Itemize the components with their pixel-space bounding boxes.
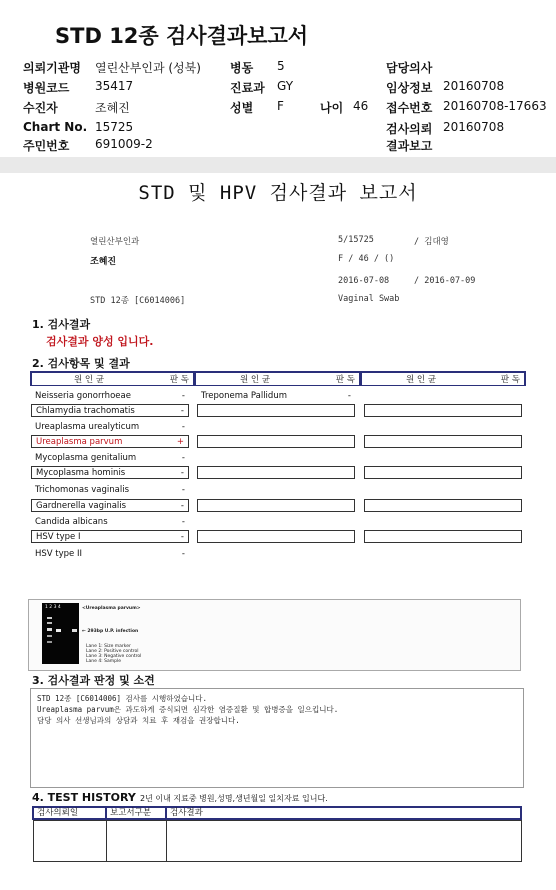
pathogen-name: Ureaplasma urealyticum (35, 421, 140, 432)
empty-cell (197, 466, 355, 479)
result-row (31, 547, 189, 560)
pathogen-result: - (181, 421, 185, 432)
empty-cell (364, 404, 522, 417)
result-column-label: 판 독 (500, 375, 520, 385)
gel-legend-4: Lane 4: Sample (86, 659, 121, 664)
remark-line: Ureaplasma parvum은 과도하게 증식되면 심각한 염증질환 및 합병증을 일으킵니다. (37, 705, 339, 714)
header-date-report: / 2016-07-09 (414, 276, 476, 286)
result-row (31, 466, 189, 479)
clinical-label: 임상정보 (386, 81, 433, 95)
header-specimen: Vaginal Swab (338, 294, 400, 304)
ward-value: 5 (277, 59, 285, 73)
report-title: STD 12종 검사결과보고서 (55, 24, 309, 48)
result-row (31, 499, 189, 512)
request-value: 20160708 (443, 120, 505, 134)
history-col-result: 검사결과 (167, 808, 520, 818)
history-note: 2년 이내 지료중 병원,성명,생년월일 일치자료 입니다. (140, 794, 328, 803)
resident-value: 691009-2 (95, 137, 153, 151)
result-row (197, 389, 355, 402)
pathogen-name: Neisseria gonorrhoeae (35, 390, 131, 401)
result-row (31, 389, 189, 402)
hospital-code-value: 35417 (95, 79, 134, 93)
pathogen-result: - (181, 452, 185, 463)
section2-title: 2. 검사항목 및 결과 (32, 357, 130, 370)
gel-legend-1: Lane 1: Size marker (86, 644, 131, 649)
examinee-label: 수진자 (23, 101, 58, 115)
pathogen-name: Mycoplasma hominis (36, 467, 126, 478)
header-doctor: / 김대영 (414, 237, 449, 247)
sex-value: F (277, 99, 284, 113)
page-divider (0, 157, 556, 173)
pathogen-name: Candida albicans (35, 516, 108, 527)
gel-title: <Ureaplasma parvum> (82, 606, 141, 611)
remark-line: STD 12종 [C6014006] 검사를 시행하였습니다. (37, 694, 208, 703)
history-col-request-date: 검사의뢰일 (34, 808, 105, 818)
chart-value: 15725 (95, 120, 134, 134)
empty-cell (364, 499, 522, 512)
positive-result-text: 검사결과 양성 입니다. (46, 335, 154, 348)
pathogen-column-label: 원 인 균 (74, 375, 105, 385)
ward-label: 병동 (230, 61, 254, 75)
sub-report-title: STD 및 HPV 검사결과 보고서 (138, 182, 418, 204)
gel-band-label: ← 293bp U.P. infection (82, 629, 139, 634)
result-column-label: 판 독 (169, 375, 189, 385)
clinical-value: 20160708 (443, 79, 505, 93)
col2-header (196, 373, 359, 385)
section3-title: 3. 검사결과 판정 및 소견 (32, 674, 155, 687)
pathogen-result: + (176, 436, 184, 447)
institution-label: 의뢰기관명 (23, 61, 81, 75)
examinee-value: 조혜진 (95, 101, 130, 115)
age-value: 46 (353, 99, 369, 113)
dept-label: 진료과 (230, 81, 265, 95)
receipt-label: 접수번호 (386, 101, 433, 115)
pathogen-column-label: 원 인 균 (240, 375, 271, 385)
pathogen-result: - (181, 390, 185, 401)
result-row (31, 420, 189, 433)
empty-cell (364, 466, 522, 479)
hospital-code-label: 병원코드 (23, 81, 70, 95)
section1-title: 1. 검사결과 (32, 318, 91, 331)
gel-lane-numbers: 1 2 3 4 (45, 605, 61, 610)
remarks-box (30, 688, 524, 788)
sex-label: 성별 (230, 101, 254, 115)
dept-value: GY (277, 79, 294, 93)
age-label: 나이 (320, 101, 344, 115)
pathogen-name: Gardnerella vaginalis (36, 500, 127, 511)
remark-line: 담당 의사 선생님과의 상담과 치료 후 재검을 권장합니다. (37, 716, 240, 725)
pathogen-name: Trichomonas vaginalis (35, 484, 130, 495)
header-test-code: STD 12종 [C6014006] (90, 296, 186, 306)
gel-bands (42, 603, 79, 664)
result-row (31, 483, 189, 496)
header-patient: 조혜진 (90, 257, 117, 267)
chart-label: Chart No. (23, 120, 88, 134)
result-row (31, 404, 189, 417)
pathogen-result: - (181, 516, 185, 527)
result-row (31, 451, 189, 464)
pathogen-column-label: 원 인 균 (406, 375, 437, 385)
pathogen-result: - (181, 548, 185, 559)
pathogen-result: - (180, 405, 184, 416)
header-ward-chart: 5/15725 (338, 235, 374, 245)
header-date-request: 2016-07-08 (338, 276, 390, 286)
pathogen-name: Treponema Pallidum (201, 390, 287, 401)
gel-legend-3: Lane 3: Negative control (86, 654, 142, 659)
result-column-label: 판 독 (335, 375, 355, 385)
request-label: 검사의뢰 (386, 122, 433, 136)
empty-cell (364, 530, 522, 543)
empty-cell (197, 404, 355, 417)
header-sex-age: F / 46 / () (338, 254, 395, 264)
gel-legend-2: Lane 2: Positive control (86, 649, 139, 654)
result-row (31, 515, 189, 528)
result-row (31, 530, 189, 543)
history-col-report-type: 보고서구분 (107, 808, 165, 818)
pathogen-name: Chlamydia trachomatis (36, 405, 135, 416)
resident-label: 주민번호 (23, 139, 70, 153)
empty-cell (197, 530, 355, 543)
pathogen-name: HSV type II (35, 548, 83, 559)
empty-cell (364, 435, 522, 448)
institution-value: 열린산부인과 (성북) (95, 61, 201, 75)
pathogen-result: - (347, 390, 351, 401)
pathogen-result: - (180, 500, 184, 511)
section4-title: 4. TEST HISTORY (32, 791, 136, 804)
divider (106, 821, 107, 861)
receipt-value: 20160708-17663 (443, 99, 547, 113)
divider (166, 821, 167, 861)
empty-cell (197, 435, 355, 448)
header-clinic: 열린산부인과 (90, 237, 140, 247)
pathogen-result: - (181, 484, 185, 495)
pathogen-result: - (180, 467, 184, 478)
result-report-label: 결과보고 (386, 139, 433, 153)
pathogen-name: Ureaplasma parvum (36, 436, 123, 447)
doctor-label: 담당의사 (386, 61, 433, 75)
history-table-body (33, 820, 522, 862)
pathogen-name: Mycoplasma genitalium (35, 452, 137, 463)
result-row-positive (31, 435, 189, 448)
col1-header (32, 373, 193, 385)
col3-header (362, 373, 524, 385)
pathogen-result: - (180, 531, 184, 542)
gel-electrophoresis-image (42, 603, 79, 664)
empty-cell (197, 499, 355, 512)
pathogen-name: HSV type I (36, 531, 81, 542)
